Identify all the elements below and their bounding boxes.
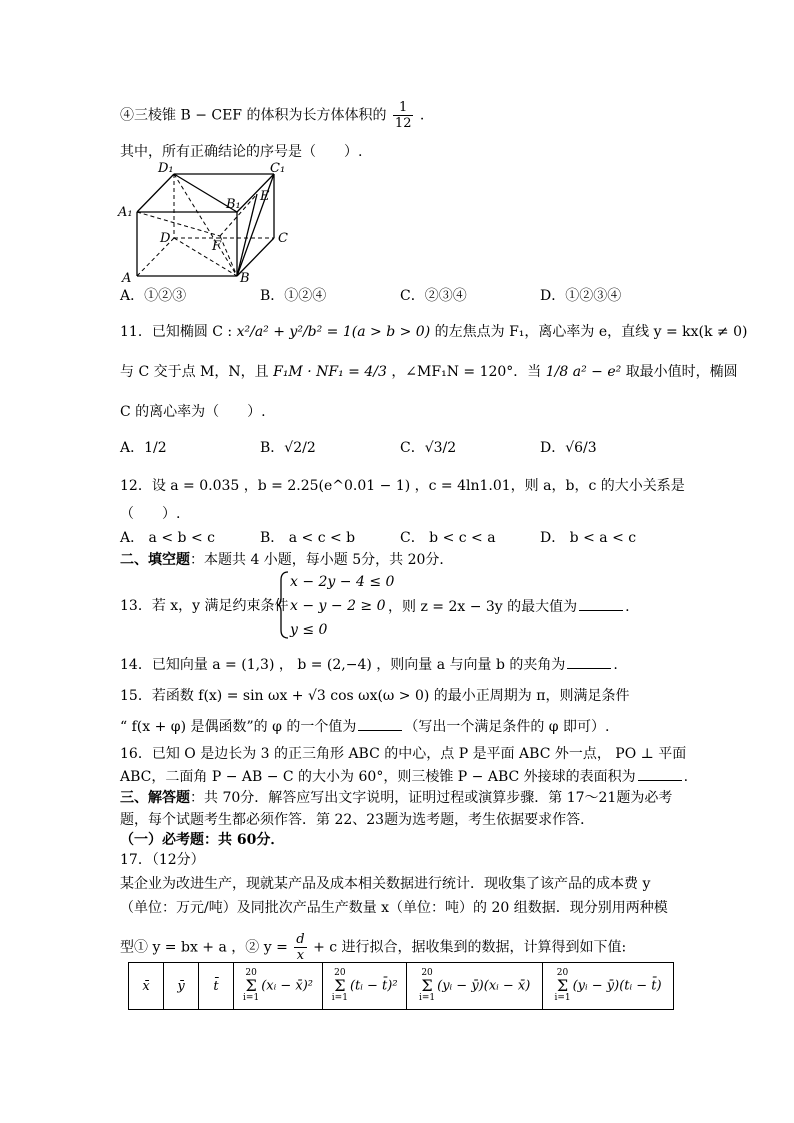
section-3-title: 三、解答题 — [120, 790, 190, 806]
q11-line1: 11．已知椭圆 C : x²/a² + y²/b² = 1(a > b > 0) 的左焦点为 F₁，离心率为 e，直线 y = kx(k ≠ 0) — [120, 324, 748, 340]
section-2-heading — [120, 550, 453, 570]
sum-icon: 20 Σ i=1 — [331, 968, 348, 1003]
cuboid-figure — [112, 158, 302, 288]
label-C: C — [278, 231, 288, 246]
table-header-tbar: t̄ — [199, 963, 234, 1010]
q17-model2-fraction: $\frac{d}{x}$ — [296, 932, 305, 963]
table-header-sxx: 20 Σ i=1(xᵢ − x̄)² — [234, 963, 323, 1010]
sum-icon: 20 Σ i=1 — [554, 968, 571, 1003]
q17-line1: 某企业为改进生产，现就某产品及成本相关数据进行统计．现收集了该产品的成本费 y — [120, 876, 651, 892]
label-F: F — [212, 239, 222, 254]
q14-answer-blank[interactable] — [567, 654, 611, 669]
section-2-desc: ：本题共 4 小题，每小题 5分，共 20分． — [190, 552, 454, 568]
label-D1: D₁ — [158, 161, 174, 176]
q10-ask: 其中，所有正确结论的序号是（ ）. — [120, 144, 363, 160]
q11-expression: 1/8 a² − e² — [545, 364, 622, 380]
label-C1: C₁ — [270, 161, 286, 176]
q10-option-c: C．②③④ — [400, 288, 467, 304]
q15-answer-blank[interactable] — [358, 716, 402, 731]
q12-line2: （ ）. — [120, 506, 181, 522]
q10-option-b: B．①②④ — [260, 288, 327, 304]
table-row — [129, 963, 674, 1010]
q12-option-a: A． a < b < c — [120, 530, 215, 546]
table-header-xbar: x̄ — [129, 963, 164, 1010]
q11-option-d: D．√6/3 — [540, 440, 597, 456]
q14-line: 14．已知向量 a = (1,3) ， b = (2,−4) ，则向量 a 与向量 b 的夹角为 . — [120, 654, 618, 675]
q13-suffix: ，则 z = 2x − 3y 的最大值为 . — [388, 596, 630, 617]
q10-stmt4-fraction: $\frac{1}{12}$ — [394, 100, 412, 131]
q10-statement-4: ④三棱锥 B − CEF 的体积为长方体体积的 $\frac{1}{12}$ . — [120, 100, 425, 131]
q16-line2: ABC，二面角 P − AB − C 的大小为 60°，则三棱锥 P − ABC 外接球的表面积为 . — [120, 766, 688, 787]
q12-option-b: B． a < c < b — [260, 530, 356, 546]
q10-stmt4-text: ④三棱锥 B − CEF 的体积为长方体体积的 — [120, 107, 387, 124]
q12-option-c: C． b < c < a — [400, 530, 496, 546]
section-3-part-1: （一）必考题：共 60分． — [120, 832, 285, 848]
q15-line2: “ f(x + φ) 是偶函数”的 φ 的一个值为 （写出一个满足条件的 φ 即可）. — [120, 716, 610, 737]
table-header-syx: 20 Σ i=1(yᵢ − ȳ)(xᵢ − x̄) — [407, 963, 543, 1010]
q11-line2: 与 C 交于点 M，N，且 F₁M · NF₁ = 4/3 ，∠MF₁N = 120°．当 1/8 a² − e² 取最小值时，椭圆 — [120, 364, 738, 380]
label-B1: B₁ — [226, 197, 241, 212]
q16-line1: 16．已知 O 是边长为 3 的正三角形 ABC 的中心，点 P 是平面 ABC 外一点， PO ⊥ 平面 — [120, 746, 687, 762]
q11-option-b: B．√2/2 — [260, 440, 316, 456]
sum-icon: 20 Σ i=1 — [418, 968, 436, 1003]
label-E: E — [260, 189, 270, 204]
q11-vector-equation: F₁M · NF₁ = 4/3 — [273, 364, 387, 380]
q16-answer-blank[interactable] — [638, 766, 682, 781]
section-3-line1: 三、解答题：共 70分．解答应写出文字说明，证明过程或演算步骤．第 17～21题为必考 — [120, 790, 673, 806]
q13-prefix: 13．若 x，y 满足约束条件 — [120, 598, 289, 614]
q13-constraint-1: x − 2y − 4 ≤ 0 — [290, 574, 395, 590]
label-A1: A₁ — [118, 205, 133, 220]
q12-line1: 12．设 a = 0.035 ，b = 2.25(e^0.01 − 1) ，c = 4ln1.01，则 a，b，c 的大小关系是 — [120, 478, 685, 494]
q10-option-d: D．①②③④ — [540, 288, 622, 304]
q11-line3: C 的离心率为（ ）. — [120, 404, 266, 420]
q11-option-a: A．1/2 — [120, 440, 167, 456]
q13-answer-blank[interactable] — [579, 596, 623, 611]
section-3-line2: 题，每个试题考生都必须作答．第 22、23题为选考题，考生依据要求作答． — [120, 812, 595, 828]
q13-constraint-2: x − y − 2 ≥ 0 — [290, 598, 386, 614]
q17-header: 17．（12分） — [120, 852, 205, 868]
q17-stat-table — [128, 962, 674, 1010]
q10-option-a: A．①②③ — [120, 288, 187, 304]
q17-line2: （单位：万元/吨）及同批次产品生产数量 x（单位：吨）的 20 组数据．现分别用两种模 — [120, 900, 668, 916]
table-header-syt: 20 Σ i=1(yᵢ − ȳ)(tᵢ − t̄) — [543, 963, 674, 1010]
q13-brace — [276, 570, 290, 640]
label-D: D — [160, 231, 171, 246]
q11-ellipse-equation: x²/a² + y²/b² = 1(a > b > 0) — [236, 324, 431, 340]
q17-line3: 型① y = bx + a ，② y = $\frac{d}{x}$ + c 进行拟合，据收集到的数据，计算得到如下值: — [120, 932, 627, 963]
q11-option-c: C．√3/2 — [400, 440, 457, 456]
q15-line1: 15．若函数 f(x) = sin ωx + √3 cos ωx(ω > 0) 的最小正周期为 π，则满足条件 — [120, 688, 630, 704]
q13-constraint-3: y ≤ 0 — [290, 622, 328, 638]
section-2-title: 二、填空题 — [120, 552, 190, 568]
label-B: B — [240, 271, 250, 286]
sum-icon: 20 Σ i=1 — [243, 968, 260, 1003]
table-header-ybar: ȳ — [164, 963, 199, 1010]
table-header-stt: 20 Σ i=1(tᵢ − t̄)² — [323, 963, 407, 1010]
q12-option-d: D． b < a < c — [540, 530, 637, 546]
label-A: A — [122, 271, 132, 286]
